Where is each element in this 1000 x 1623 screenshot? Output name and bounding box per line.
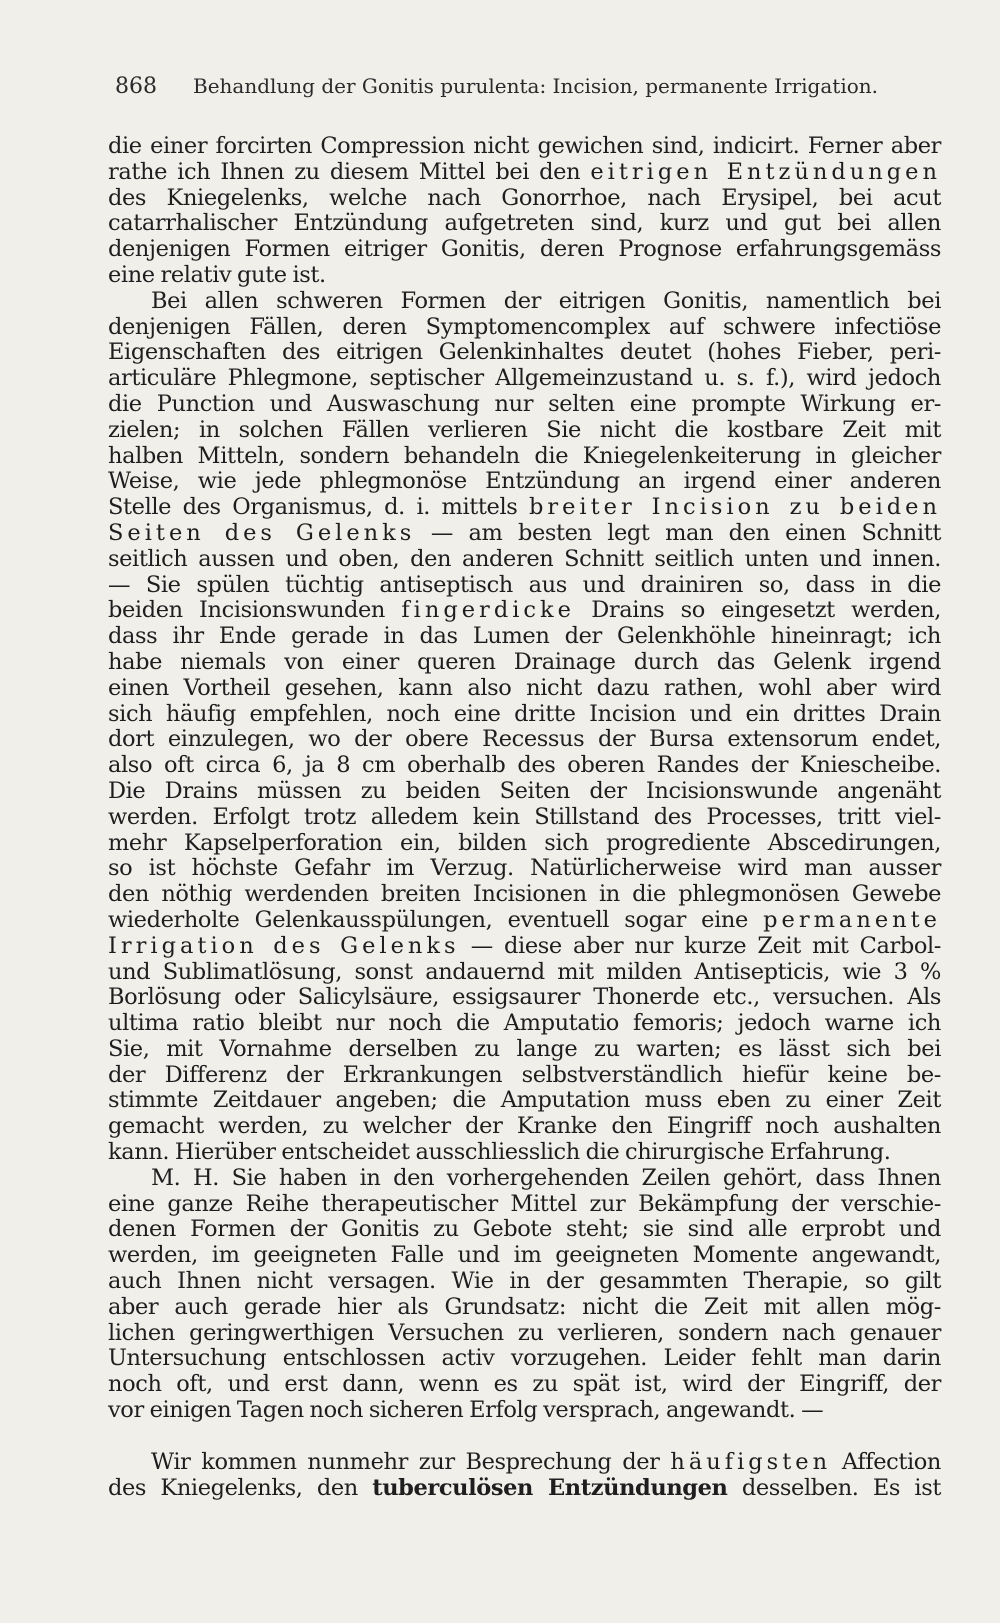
text-run: den nöthig werdenden breiten Incisionen in die phlegmonösen Gewebe	[108, 881, 941, 908]
text-line	[108, 444, 941, 470]
spaced-emphasis: permanente	[763, 906, 941, 933]
text-line	[108, 289, 941, 315]
text-run: desselben. Es ist	[727, 1474, 941, 1501]
text-line	[108, 1037, 941, 1063]
text-run: articuläre Phlegmone, septischer Allgemeinzustand u. s. f.), wird jedoch	[108, 365, 941, 392]
text-run: des Kniegelenks, welche nach Gonorrhoe, nach Erysipel, bei acut	[108, 184, 941, 211]
text-line	[108, 702, 941, 728]
text-line	[108, 186, 941, 212]
text-line	[108, 211, 941, 237]
text-run: dass ihr Ende gerade in das Lumen der Gelenkhöhle hineinragt; ich	[108, 623, 941, 650]
spaced-emphasis: breiter Incision zu beiden	[528, 494, 941, 521]
text-line	[108, 882, 941, 908]
text-run: eine relativ gute ist.	[108, 261, 326, 288]
text-run: rathe ich Ihnen zu diesem Mittel bei den	[108, 158, 591, 185]
text-run: — am besten legt man den einen Schnitt	[415, 519, 941, 546]
text-line	[108, 598, 941, 624]
text-run: — Sie spülen tüchtig antiseptisch aus und drainiren so, dass in die	[108, 571, 941, 598]
text-line	[108, 650, 941, 676]
text-run: werden. Erfolgt trotz alledem kein Stillstand des Processes, tritt viel-	[108, 803, 941, 830]
text-line	[108, 934, 941, 960]
text-line	[108, 1476, 941, 1502]
text-line	[108, 985, 941, 1011]
text-run: mehr Kapselperforation ein, bilden sich progrediente Abscedirungen,	[108, 829, 941, 856]
body-text	[108, 134, 941, 1501]
text-run: Die Drains müssen zu beiden Seiten der Incisionswunde angenäht	[108, 777, 941, 804]
text-run: Borlösung oder Salicylsäure, essigsaurer Thonerde etc., versuchen. Als	[108, 984, 941, 1011]
text-line	[108, 392, 941, 418]
text-line	[108, 1269, 941, 1295]
text-line	[108, 1011, 941, 1037]
text-run: Weise, wie jede phlegmonöse Entzündung an irgend einer anderen	[108, 468, 941, 495]
text-run: also oft circa 6, ja 8 cm oberhalb des oberen Randes der Kniescheibe.	[108, 752, 941, 779]
text-run: aber auch gerade hier als Grundsatz: nicht die Zeit mit allen mög-	[108, 1293, 941, 1320]
text-run: einen Vortheil gesehen, kann also nicht dazu rathen, wohl aber wird	[108, 674, 941, 701]
text-run: habe niemals von einer queren Drainage durch das Gelenk irgend	[108, 648, 941, 675]
text-run: halben Mitteln, sondern behandeln die Kniegelenkeiterung in gleicher	[108, 442, 941, 469]
text-run: und Sublimatlösung, sonst andauernd mit milden Antisepticis, wie 3 %	[108, 958, 941, 985]
text-line	[108, 263, 941, 289]
text-line	[108, 1166, 941, 1192]
text-line	[108, 1321, 941, 1347]
text-run: Untersuchung entschlossen activ vorzugehen. Leider fehlt man darin	[108, 1345, 941, 1372]
text-run: werden, im geeigneten Falle und im geeigneten Momente angewandt,	[108, 1242, 941, 1269]
text-run: wiederholte Gelenkausspülungen, eventuell sogar eine	[108, 906, 764, 933]
text-line	[108, 134, 941, 160]
text-line	[108, 1114, 941, 1140]
text-run: die Punction und Auswaschung nur selten eine prompte Wirkung er-	[108, 390, 941, 417]
text-run: dort einzulegen, wo der obere Recessus der Bursa extensorum endet,	[108, 726, 941, 753]
text-line	[108, 1346, 941, 1372]
text-line	[108, 624, 941, 650]
text-line	[108, 727, 941, 753]
spaced-emphasis: eitrigen Entzündungen	[590, 158, 941, 185]
spaced-emphasis: Seiten des Gelenks	[108, 519, 416, 546]
text-run: eine ganze Reihe therapeutischer Mittel zur Bekämpfung der verschie-	[108, 1190, 941, 1217]
spaced-emphasis: fingerdicke	[401, 597, 575, 624]
text-line	[108, 753, 941, 779]
text-line	[108, 573, 941, 599]
text-line	[108, 418, 941, 444]
text-line	[108, 366, 941, 392]
text-run: stimmte Zeitdauer angeben; die Amputation muss eben zu einer Zeit	[108, 1087, 941, 1114]
spaced-emphasis: Irrigation des Gelenks	[108, 932, 460, 959]
text-run: vor einigen Tagen noch sicheren Erfolg versprach, angewandt. —	[108, 1397, 824, 1424]
text-run: — diese aber nur kurze Zeit mit Carbol-	[459, 932, 941, 959]
text-line	[108, 856, 941, 882]
text-line	[108, 315, 941, 341]
text-run: des Kniegelenks, den	[108, 1474, 373, 1501]
page-number: 868	[115, 74, 157, 99]
text-run: kann. Hierüber entscheidet ausschliesslich die chirurgische Erfahrung.	[108, 1139, 891, 1166]
bold-emphasis: tuberculösen Entzündungen	[372, 1474, 728, 1501]
text-line	[108, 495, 941, 521]
text-run: Affection	[831, 1448, 941, 1475]
text-run: noch oft, und erst dann, wenn es zu spät ist, wird der Eingriff, der	[108, 1371, 941, 1398]
text-line	[108, 1243, 941, 1269]
text-run: ultima ratio bleibt nur noch die Amputatio femoris; jedoch warne ich	[108, 1010, 941, 1037]
text-line	[108, 340, 941, 366]
spaced-emphasis: häufigsten	[670, 1448, 832, 1475]
text-run: die einer forcirten Compression nicht gewichen sind, indicirt. Ferner aber	[108, 133, 941, 159]
text-run: beiden Incisionswunden	[108, 597, 402, 624]
text-line	[108, 908, 941, 934]
text-run: Eigenschaften des eitrigen Gelenkinhaltes deutet (hohes Fieber, peri-	[108, 339, 941, 366]
text-run: zielen; in solchen Fällen verlieren Sie nicht die kostbare Zeit mit	[108, 416, 941, 443]
text-run: auch Ihnen nicht versagen. Wie in der gesammten Therapie, so gilt	[108, 1268, 941, 1295]
text-run: denen Formen der Gonitis zu Gebote steht; sie sind alle erprobt und	[108, 1216, 941, 1243]
text-run: Wir kommen nunmehr zur Besprechung der	[151, 1448, 671, 1475]
text-run: denjenigen Formen eitriger Gonitis, deren Prognose erfahrungsgemäss	[108, 236, 941, 263]
text-run: denjenigen Fällen, deren Symptomencomplex auf schwere infectiöse	[108, 313, 941, 340]
text-run: sich häufig empfehlen, noch eine dritte Incision und ein drittes Drain	[108, 700, 941, 727]
text-run: so ist höchste Gefahr im Verzug. Natürlicherweise wird man ausser	[108, 855, 941, 882]
text-run: Drains so eingesetzt werden,	[574, 597, 941, 624]
text-run: lichen geringwerthigen Versuchen zu verlieren, sondern nach genauer	[108, 1319, 941, 1346]
text-run: catarrhalischer Entzündung aufgetreten sind, kurz und gut bei allen	[108, 210, 941, 237]
text-line	[108, 160, 941, 186]
text-run: seitlich aussen und oben, den anderen Schnitt seitlich unten und innen.	[108, 545, 941, 572]
text-run: Stelle des Organismus, d. i. mittels	[108, 494, 529, 521]
running-title: Behandlung der Gonitis purulenta: Incision, permanente Irrigation.	[193, 74, 878, 98]
text-line	[108, 831, 941, 857]
text-line	[108, 1063, 941, 1089]
text-line	[108, 521, 941, 547]
text-line	[108, 1140, 941, 1166]
text-run: Sie, mit Vornahme derselben zu lange zu warten; es lässt sich bei	[108, 1035, 941, 1062]
text-line	[108, 960, 941, 986]
text-line	[108, 469, 941, 495]
text-run: M. H. Sie haben in den vorhergehenden Zeilen gehört, dass Ihnen	[151, 1164, 941, 1191]
text-line	[108, 805, 941, 831]
text-line	[108, 1450, 941, 1476]
text-run: gemacht werden, zu welcher der Kranke den Eingriff noch aushalten	[108, 1113, 941, 1140]
text-line	[108, 1295, 941, 1321]
text-run: Bei allen schweren Formen der eitrigen Gonitis, namentlich bei	[151, 287, 941, 314]
text-line	[108, 779, 941, 805]
text-line	[108, 1398, 941, 1424]
text-line	[108, 1088, 941, 1114]
text-line	[108, 676, 941, 702]
text-line	[108, 547, 941, 573]
paragraph-gap	[108, 1424, 941, 1450]
text-line	[108, 237, 941, 263]
text-run: der Differenz der Erkrankungen selbstverständlich hiefür keine be-	[108, 1061, 941, 1088]
running-header	[115, 74, 915, 99]
text-line	[108, 1372, 941, 1398]
text-line	[108, 1217, 941, 1243]
text-line	[108, 1192, 941, 1218]
